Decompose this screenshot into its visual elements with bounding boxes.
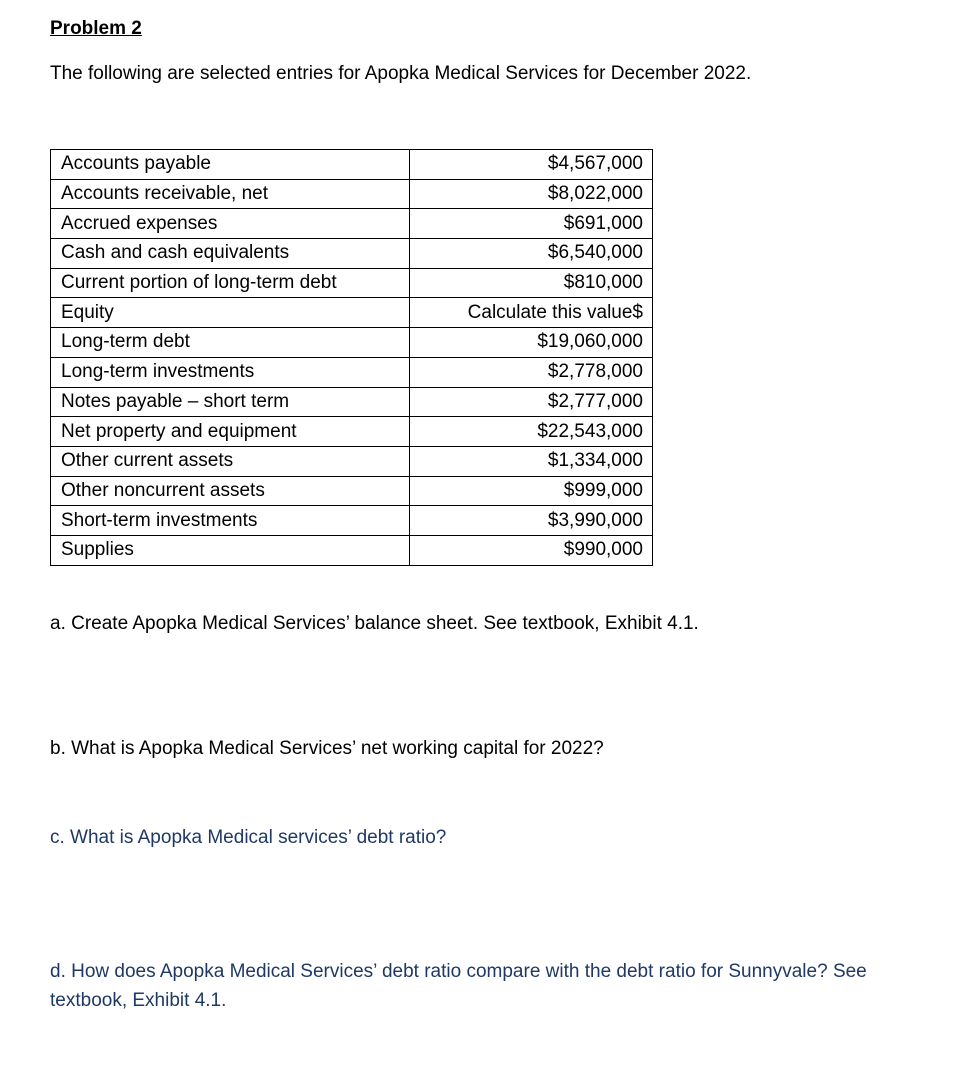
problem-heading: Problem 2 xyxy=(50,18,142,39)
table-row xyxy=(51,387,653,417)
table-row xyxy=(51,476,653,506)
entries-table xyxy=(50,149,653,566)
table-row xyxy=(51,446,653,476)
entry-label: Net property and equipment xyxy=(51,417,410,447)
entry-value: $22,543,000 xyxy=(410,417,653,447)
entry-label: Accrued expenses xyxy=(51,209,410,239)
entry-value: $3,990,000 xyxy=(410,506,653,536)
entry-label: Accounts payable xyxy=(51,150,410,180)
entry-value: $8,022,000 xyxy=(410,179,653,209)
entry-label: Current portion of long-term debt xyxy=(51,268,410,298)
question-b: b. What is Apopka Medical Services’ net working capital for 2022? xyxy=(50,738,604,759)
entry-value: $1,334,000 xyxy=(410,446,653,476)
table-row xyxy=(51,357,653,387)
intro-text: The following are selected entries for Apopka Medical Services for December 2022. xyxy=(50,63,752,84)
entry-value: $2,777,000 xyxy=(410,387,653,417)
table-row xyxy=(51,506,653,536)
question-d: d. How does Apopka Medical Services’ debt ratio compare with the debt ratio for Sunnyvale? See textbook, Exhibit 4.1. xyxy=(50,961,867,1011)
question-c: c. What is Apopka Medical services’ debt ratio? xyxy=(50,827,447,848)
entry-label: Short-term investments xyxy=(51,506,410,536)
table-row xyxy=(51,298,653,328)
entry-value: $990,000 xyxy=(410,535,653,565)
table-row xyxy=(51,239,653,269)
entry-label: Notes payable – short term xyxy=(51,387,410,417)
table-row xyxy=(51,268,653,298)
entry-value: $4,567,000 xyxy=(410,150,653,180)
entry-value: $2,778,000 xyxy=(410,357,653,387)
entry-value: $6,540,000 xyxy=(410,239,653,269)
table-row xyxy=(51,417,653,447)
entry-label: Cash and cash equivalents xyxy=(51,239,410,269)
entry-value: $691,000 xyxy=(410,209,653,239)
table-row xyxy=(51,535,653,565)
question-a: a. Create Apopka Medical Services’ balance sheet. See textbook, Exhibit 4.1. xyxy=(50,613,699,634)
entry-value: $19,060,000 xyxy=(410,328,653,358)
table-row xyxy=(51,328,653,358)
entry-value: Calculate this value$ xyxy=(410,298,653,328)
entry-label: Other noncurrent assets xyxy=(51,476,410,506)
entry-label: Long-term debt xyxy=(51,328,410,358)
entry-label: Supplies xyxy=(51,535,410,565)
entry-label: Other current assets xyxy=(51,446,410,476)
table-row xyxy=(51,150,653,180)
table-row xyxy=(51,209,653,239)
entry-label: Accounts receivable, net xyxy=(51,179,410,209)
entry-label: Long-term investments xyxy=(51,357,410,387)
entry-value: $999,000 xyxy=(410,476,653,506)
table-row xyxy=(51,179,653,209)
entry-value: $810,000 xyxy=(410,268,653,298)
entry-label: Equity xyxy=(51,298,410,328)
